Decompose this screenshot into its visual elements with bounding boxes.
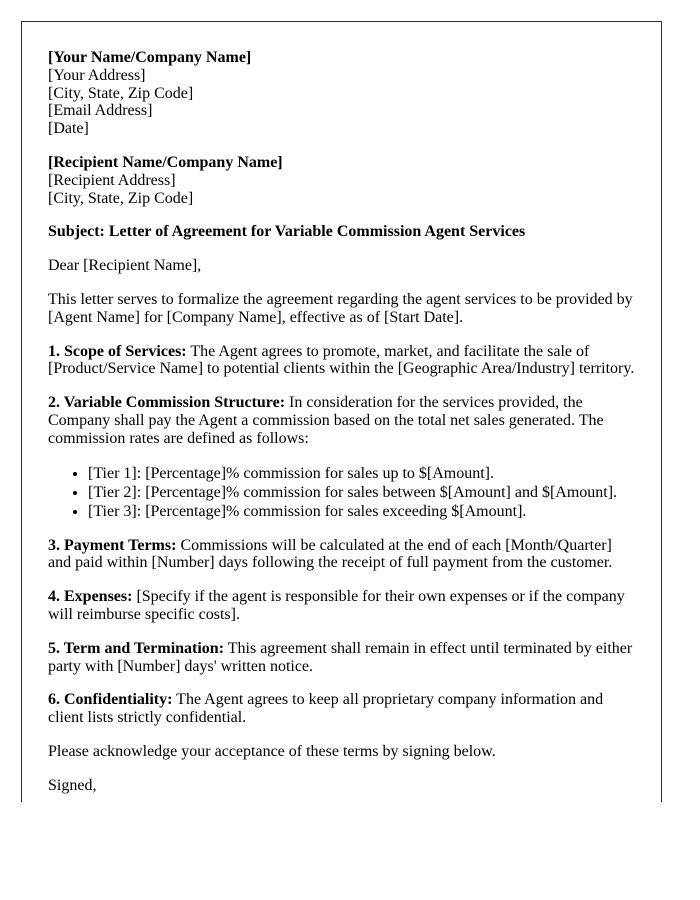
section-payment-title: 3. Payment Terms: bbox=[48, 536, 177, 554]
section-commission-structure bbox=[48, 394, 635, 447]
section-term-title: 5. Term and Termination: bbox=[48, 639, 225, 657]
section-payment-terms bbox=[48, 537, 635, 573]
section-confidentiality-body: The Agent agrees to keep all proprietary company information and client lists strictly confidential. bbox=[48, 691, 604, 727]
recipient-address-line: [Recipient Address] bbox=[48, 171, 176, 189]
section-expenses-title: 4. Expenses: bbox=[48, 588, 133, 606]
subject-text: Subject: Letter of Agreement for Variable Commission Agent Services bbox=[48, 223, 526, 241]
section-confidentiality bbox=[48, 691, 635, 727]
sender-address-line: [Your Address] bbox=[48, 66, 146, 84]
section-scope-title: 1. Scope of Services: bbox=[48, 342, 187, 360]
recipient-address-block bbox=[48, 154, 635, 207]
subject-line bbox=[48, 223, 635, 241]
section-term-body: This agreement shall remain in effect until terminated by either party with [Number] days' written notice. bbox=[48, 639, 633, 675]
list-item-tier-2: • [Tier 2]: [Percentage]% commission for sales between $[Amount] and $[Amount]. bbox=[88, 483, 635, 502]
sender-address-block bbox=[48, 49, 635, 138]
section-scope-body: The Agent agrees to promote, market, and facilitate the sale of [Product/Service Name] to potential clients within the [Geographic Area/Industry] territory. bbox=[48, 342, 635, 378]
section-expenses-body: [Specify if the agent is responsible for their own expenses or if the company will reimburse specific costs]. bbox=[48, 588, 625, 623]
section-commission-title: 2. Variable Commission Structure: bbox=[48, 394, 286, 412]
sender-email-line: [Email Address] bbox=[48, 102, 153, 120]
recipient-city-line: [City, State, Zip Code] bbox=[48, 189, 194, 207]
recipient-name: [Recipient Name/Company Name] bbox=[48, 153, 283, 171]
sender-city-line: [City, State, Zip Code] bbox=[48, 84, 194, 102]
acknowledgement-line: Please acknowledge your acceptance of these terms by signing below. bbox=[48, 742, 496, 760]
salutation: Dear [Recipient Name], bbox=[48, 257, 202, 275]
section-confidentiality-title: 6. Confidentiality: bbox=[48, 691, 173, 709]
closing-line: Signed, bbox=[48, 776, 97, 794]
section-expenses bbox=[48, 588, 635, 624]
list-item-tier-3: • [Tier 3]: [Percentage]% commission for sales exceeding $[Amount]. bbox=[88, 502, 635, 521]
sender-name: [Your Name/Company Name] bbox=[48, 49, 252, 66]
intro-paragraph: This letter serves to formalize the agreement regarding the agent services to be provided by [Agent Name] for [Company Name], effective as of [Start Date]. bbox=[48, 290, 633, 326]
section-commission-body: In consideration for the services provided, the Company shall pay the Agent a commission based on the total net sales generated. The commission rates are defined as follows: bbox=[48, 394, 604, 447]
sender-date-line: [Date] bbox=[48, 120, 89, 138]
list-item-tier-1: • [Tier 1]: [Percentage]% commission for sales up to $[Amount]. bbox=[88, 464, 635, 483]
letter-document bbox=[21, 21, 662, 802]
commission-tier-list bbox=[48, 464, 635, 521]
section-payment-body: Commissions will be calculated at the end of each [Month/Quarter] and paid within [Number] days following the receipt of full payment from the customer. bbox=[48, 536, 613, 572]
section-term-termination bbox=[48, 640, 635, 676]
section-scope-of-services bbox=[48, 343, 635, 379]
